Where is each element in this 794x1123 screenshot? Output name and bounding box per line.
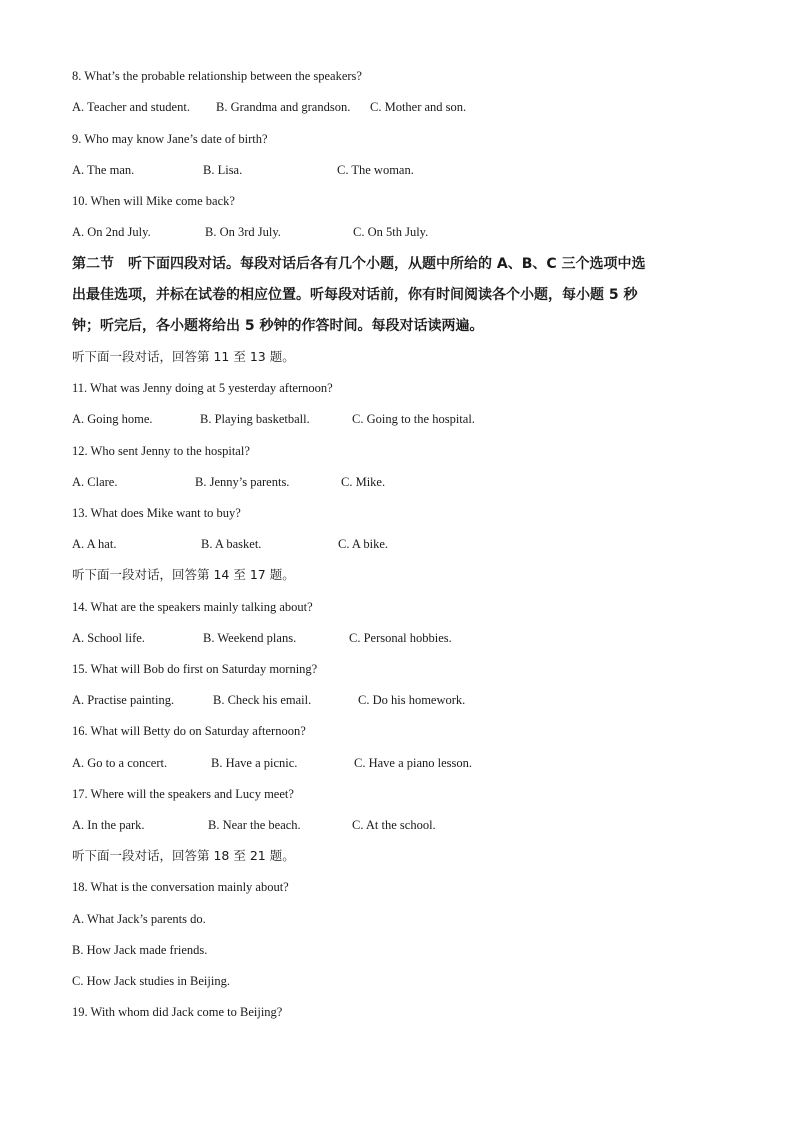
instruction-18-21: 听下面一段对话，回答第 18 至 21 题。 [72, 848, 295, 863]
q9-option-a: A. The man. [72, 163, 135, 177]
section-2-heading [72, 249, 732, 342]
instruction-14-17: 听下面一段对话，回答第 14 至 17 题。 [72, 567, 295, 582]
q16-option-a: A. Go to a concert. [72, 756, 168, 770]
q15-option-b: B. Check his email. [213, 693, 312, 707]
q8-option-c: C. Mother and son. [370, 100, 467, 114]
section-2-line-2: 出最佳选项，并标在试卷的相应位置。听每段对话前，你有时间阅读各个小题，每小题 5 秒 [72, 287, 638, 303]
q18-option-b: B. How Jack made friends. [72, 943, 208, 957]
q10-option-c: C. On 5th July. [353, 225, 429, 239]
q11-option-a: A. Going home. [72, 412, 153, 426]
q17-option-b: B. Near the beach. [208, 818, 301, 832]
question-11: 11. What was Jenny doing at 5 yesterday afternoon? [72, 381, 333, 395]
section-2-line-1: 第二节 听下面四段对话。每段对话后各有几个小题，从题中所给的 A、B、C 三个选项中选 [72, 256, 646, 272]
question-12: 12. Who sent Jenny to the hospital? [72, 444, 250, 458]
question-17: 17. Where will the speakers and Lucy meet? [72, 787, 294, 801]
question-8: 8. What’s the probable relationship between the speakers? [72, 69, 362, 83]
q12-option-c: C. Mike. [341, 475, 386, 489]
q14-option-b: B. Weekend plans. [203, 631, 297, 645]
instruction-11-13: 听下面一段对话，回答第 11 至 13 题。 [72, 349, 295, 364]
question-14: 14. What are the speakers mainly talking about? [72, 600, 313, 614]
q18-option-a: A. What Jack’s parents do. [72, 912, 206, 926]
q16-option-c: C. Have a piano lesson. [354, 756, 473, 770]
q9-option-c: C. The woman. [337, 163, 414, 177]
q13-option-a: A. A hat. [72, 537, 117, 551]
q14-option-a: A. School life. [72, 631, 145, 645]
q16-option-b: B. Have a picnic. [211, 756, 298, 770]
section-2-line-3: 钟；听完后，各小题将给出 5 秒钟的作答时间。每段对话读两遍。 [72, 318, 484, 334]
q10-option-b: B. On 3rd July. [205, 225, 281, 239]
q15-option-c: C. Do his homework. [358, 693, 466, 707]
q17-option-c: C. At the school. [352, 818, 436, 832]
q12-option-b: B. Jenny’s parents. [195, 475, 290, 489]
q13-option-c: C. A bike. [338, 537, 389, 551]
q8-option-a: A. Teacher and student. [72, 100, 190, 114]
q18-option-c: C. How Jack studies in Beijing. [72, 974, 230, 988]
question-13: 13. What does Mike want to buy? [72, 506, 241, 520]
q12-option-a: A. Clare. [72, 475, 118, 489]
q15-option-a: A. Practise painting. [72, 693, 175, 707]
q17-option-a: A. In the park. [72, 818, 145, 832]
q14-option-c: C. Personal hobbies. [349, 631, 452, 645]
question-19: 19. With whom did Jack come to Beijing? [72, 1005, 283, 1019]
q8-option-b: B. Grandma and grandson. [216, 100, 351, 114]
q10-option-a: A. On 2nd July. [72, 225, 151, 239]
question-10: 10. When will Mike come back? [72, 194, 235, 208]
q11-option-b: B. Playing basketball. [200, 412, 310, 426]
q13-option-b: B. A basket. [201, 537, 262, 551]
q11-option-c: C. Going to the hospital. [352, 412, 475, 426]
question-16: 16. What will Betty do on Saturday afternoon? [72, 724, 306, 738]
question-18: 18. What is the conversation mainly about? [72, 880, 289, 894]
question-15: 15. What will Bob do first on Saturday morning? [72, 662, 318, 676]
question-9: 9. Who may know Jane’s date of birth? [72, 132, 268, 146]
q9-option-b: B. Lisa. [203, 163, 243, 177]
